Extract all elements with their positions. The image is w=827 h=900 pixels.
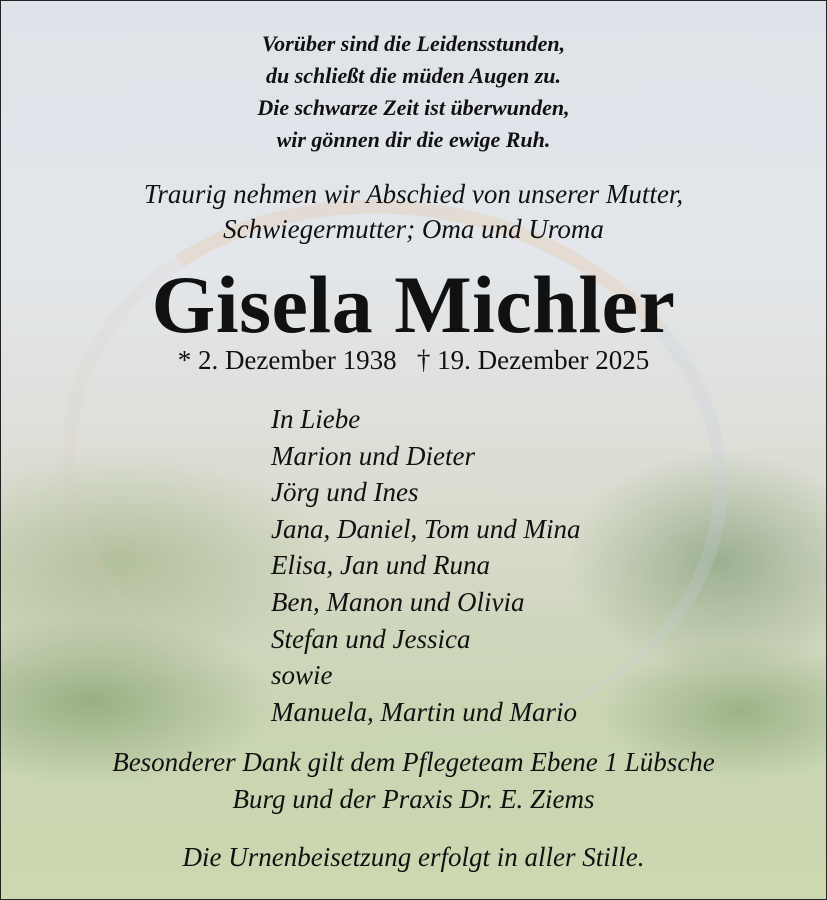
family-line: Manuela, Martin und Mario xyxy=(271,696,577,727)
family-line: In Liebe xyxy=(271,404,361,434)
family-line: Jana, Daniel, Tom und Mina xyxy=(271,513,581,544)
verse-line: wir gönnen dir die ewige Ruh. xyxy=(276,127,551,152)
verse xyxy=(1,28,826,156)
deceased-name: Gisela Michler xyxy=(151,259,676,350)
verse-line: Die schwarze Zeit ist überwunden, xyxy=(257,95,570,120)
family-line: Marion und Dieter xyxy=(271,440,475,471)
intro-line: Schwiegermutter; Oma und Uroma xyxy=(223,214,604,244)
family-line: Stefan und Jessica xyxy=(271,623,471,654)
birth-date: * 2. Dezember 1938 xyxy=(177,345,397,375)
family-list xyxy=(271,401,581,730)
death-date: † 19. Dezember 2025 xyxy=(416,345,650,375)
thanks-line: Burg und der Praxis Dr. E. Ziems xyxy=(232,784,595,814)
verse-line: du schließt die müden Augen zu. xyxy=(265,63,561,88)
thanks-text xyxy=(1,744,826,818)
life-dates xyxy=(1,340,826,380)
family-line: Jörg und Ines xyxy=(271,477,419,508)
verse-line: Vorüber sind die Leidensstunden, xyxy=(261,31,566,56)
family-line: Ben, Manon und Olivia xyxy=(271,586,525,617)
thanks-line: Besonderer Dank gilt dem Pflegeteam Ebene 1 Lübsche xyxy=(112,747,715,777)
intro-text xyxy=(1,177,826,247)
family-line: Elisa, Jan und Runa xyxy=(271,550,490,581)
intro-line: Traurig nehmen wir Abschied von unserer Mutter, xyxy=(143,179,684,209)
family-line: sowie xyxy=(271,660,333,691)
closing-text: Die Urnenbeisetzung erfolgt in aller Stille. xyxy=(182,842,645,872)
